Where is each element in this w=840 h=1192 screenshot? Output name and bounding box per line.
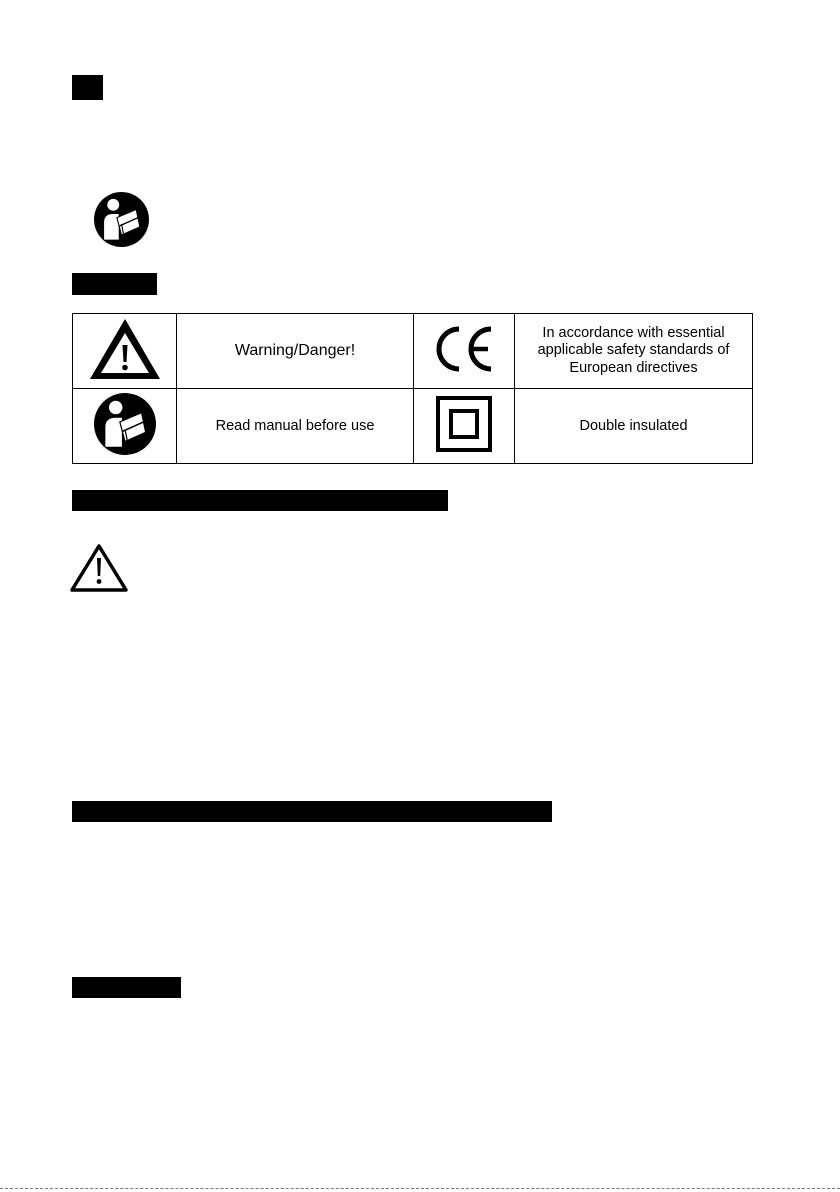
section-heading-bar-1 — [72, 273, 157, 295]
ce-label-line-2: applicable safety standards of — [537, 342, 730, 359]
page-bottom-edge — [0, 1188, 840, 1189]
section-heading-bar-4 — [72, 977, 181, 998]
ce-label-line-1: In accordance with essential — [542, 324, 725, 341]
symbols-table — [72, 313, 753, 464]
symbol-cell — [73, 389, 177, 464]
symbol-cell — [414, 389, 515, 464]
read-manual-icon — [94, 192, 149, 247]
language-tag-block — [72, 75, 103, 100]
symbol-cell — [414, 314, 515, 389]
warning-danger-label: Warning/Danger! — [234, 341, 356, 359]
section-heading-bar-2 — [72, 490, 448, 511]
table-row — [73, 389, 753, 464]
warning-triangle-icon — [88, 317, 162, 381]
symbol-label-cell — [515, 389, 753, 464]
symbol-label-cell — [177, 314, 414, 389]
ce-label-line-3: European directives — [569, 359, 698, 376]
read-manual-label: Read manual before use — [215, 417, 375, 434]
symbol-label-cell — [515, 314, 753, 389]
symbol-cell — [73, 314, 177, 389]
double-insulated-icon — [436, 396, 492, 452]
read-manual-icon — [94, 393, 156, 455]
table-row — [73, 314, 753, 389]
symbol-label-cell — [177, 389, 414, 464]
ce-mark-icon — [432, 325, 496, 373]
double-insulated-label: Double insulated — [579, 417, 688, 434]
section-heading-bar-3 — [72, 801, 552, 822]
warning-triangle-icon — [69, 543, 129, 593]
